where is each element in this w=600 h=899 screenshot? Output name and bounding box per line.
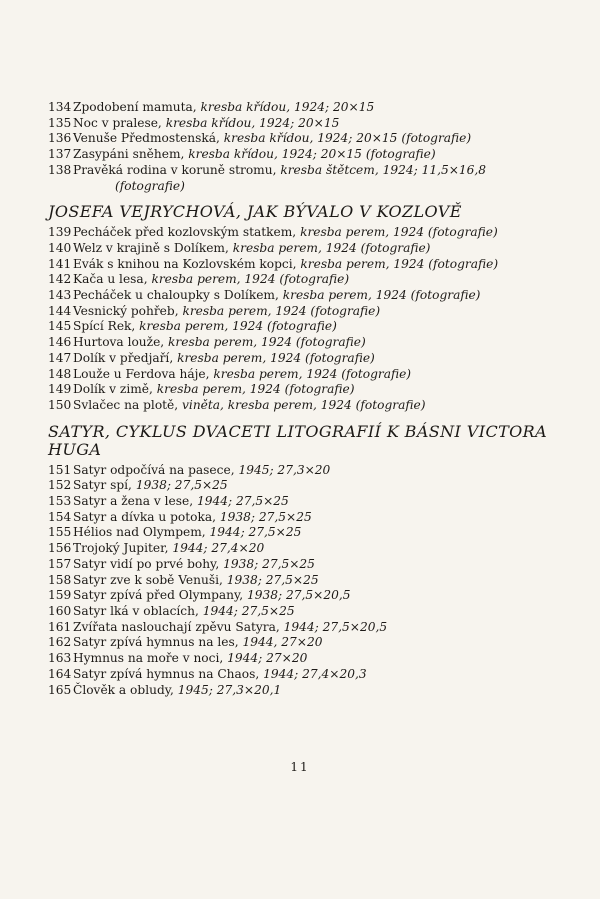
entry-number: 158 — [48, 572, 72, 587]
entry-group-intro — [48, 100, 568, 194]
entry-title: Satyr odpočívá na pasece, — [73, 462, 239, 477]
entry-title: Satyr lká v oblacích, — [73, 603, 203, 618]
entry-group-vejrychova — [48, 225, 568, 413]
entry-title: Hurtova louže, — [73, 335, 169, 350]
entry-text — [73, 604, 568, 620]
entry-number: 135 — [48, 115, 72, 130]
entry-technique: 1944; 27,5×25 — [196, 494, 289, 509]
list-item — [48, 147, 568, 163]
entry-number: 153 — [48, 494, 72, 509]
entry-text — [73, 382, 568, 398]
entry-text — [73, 116, 568, 132]
list-item — [48, 367, 568, 383]
section-heading-vejrychova: JOSEFA VEJRYCHOVÁ, JAK BÝVALO V KOZLOVĚ — [48, 202, 462, 222]
entry-number: 164 — [48, 666, 72, 681]
entry-technique: 1938; 27,5×25 — [135, 478, 228, 493]
entry-text — [73, 651, 568, 667]
list-item — [48, 163, 568, 179]
entry-title: Satyr spí, — [73, 478, 136, 493]
entry-number: 137 — [48, 147, 72, 162]
entry-technique: kresba perem, 1924 (fotografie) — [156, 382, 355, 397]
list-item — [48, 683, 568, 699]
entry-number: 160 — [48, 603, 72, 618]
list-item — [48, 257, 568, 273]
entry-text — [73, 463, 568, 479]
entry-title: Venuše Předmostenská, — [73, 131, 224, 146]
entry-number: 157 — [48, 556, 72, 571]
entry-number: 148 — [48, 366, 72, 381]
entry-number: 152 — [48, 478, 72, 493]
entry-title: Svlačec na plotě, — [73, 397, 183, 412]
list-item — [48, 304, 568, 320]
entry-number: 140 — [48, 240, 72, 255]
entry-technique: kresba perem, 1924 (fotografie) — [282, 288, 481, 303]
entry-number: 143 — [48, 288, 72, 303]
list-item — [48, 241, 568, 257]
list-item — [48, 463, 568, 479]
entry-number: 144 — [48, 303, 72, 318]
entry-text — [73, 683, 568, 699]
entry-title: Satyr a žena v lese, — [73, 494, 197, 509]
entry-number: 165 — [48, 682, 72, 697]
entry-number: 141 — [48, 256, 72, 271]
section-heading-satyr-line1: SATYR, CYKLUS DVACETI LITOGRAFIÍ K BÁSNI VICTORA — [48, 421, 548, 441]
entry-text — [73, 163, 568, 179]
entry-title: Satyr zve k sobě Venuši, — [73, 572, 227, 587]
entry-number: 156 — [48, 541, 72, 556]
entry-text — [73, 635, 568, 651]
entry-title: Welz v krajině s Dolíkem, — [73, 240, 233, 255]
entry-text — [73, 319, 568, 335]
catalog-page — [48, 100, 568, 698]
entry-technique: 1938; 27,5×20,5 — [247, 588, 351, 603]
list-item — [48, 351, 568, 367]
entry-technique: viněta, kresba perem, 1924 (fotografie) — [182, 397, 426, 412]
entry-technique: kresba perem, 1924 (fotografie) — [139, 319, 337, 334]
entry-text — [73, 541, 568, 557]
list-item — [48, 335, 568, 351]
entry-technique: kresba perem, 1924 (fotografie) — [177, 350, 375, 365]
entry-number: 145 — [48, 319, 72, 334]
entry-number: 134 — [48, 100, 72, 114]
entry-title: Pecháček u chaloupky s Dolíkem, — [73, 288, 283, 303]
list-item — [48, 478, 568, 494]
entry-title: Trojoký Jupiter, — [73, 541, 173, 556]
entry-technique: 1944; 27,5×20,5 — [283, 619, 388, 634]
entry-number: 146 — [48, 335, 72, 350]
entry-title: Zpodobení mamuta, — [73, 100, 201, 114]
entry-number: 159 — [48, 588, 72, 603]
list-item — [48, 651, 568, 667]
list-item — [48, 588, 568, 604]
entry-text — [73, 304, 568, 320]
entry-title: Noc v pralese, — [73, 115, 166, 130]
entry-technique: kresba perem, 1924 (fotografie) — [300, 256, 499, 271]
entry-technique: kresba perem, 1924 (fotografie) — [232, 240, 431, 255]
entry-title: Vesnický pohřeb, — [73, 303, 183, 318]
entry-number: 139 — [48, 225, 72, 240]
entry-number: 161 — [48, 619, 72, 634]
entry-text — [73, 557, 568, 573]
entry-title: Pravěká rodina v koruně stromu, — [73, 162, 281, 177]
list-item — [48, 635, 568, 651]
entry-technique: 1945; 27,3×20,1 — [177, 682, 282, 697]
entry-title: Satyr vidí po prvé bohy, — [73, 556, 224, 571]
entry-text — [73, 147, 568, 163]
entry-number: 147 — [48, 350, 72, 365]
entry-number: 154 — [48, 509, 72, 524]
entry-text — [73, 100, 568, 116]
entry-title: Dolík v předjaří, — [73, 350, 178, 365]
list-item — [48, 382, 568, 398]
list-item — [48, 620, 568, 636]
entry-text — [73, 525, 568, 541]
list-item — [48, 398, 568, 414]
entry-technique: kresba křídou, 1924; 20×15 (fotografie) — [188, 147, 436, 162]
entry-title: Kača u lesa, — [73, 272, 152, 287]
entry-title: Hélios nad Olympem, — [73, 525, 210, 540]
entry-title: Pecháček před kozlovským statkem, — [73, 225, 301, 240]
list-item — [48, 319, 568, 335]
entry-title: Satyr a dívka u potoka, — [73, 509, 220, 524]
entry-technique: kresba perem, 1924 (fotografie) — [168, 335, 366, 350]
list-item — [48, 604, 568, 620]
entry-title: Evák s knihou na Kozlovském kopci, — [73, 256, 301, 271]
list-item — [48, 573, 568, 589]
entry-title: Hymnus na moře v noci, — [73, 651, 228, 666]
list-item — [48, 131, 568, 147]
entry-number: 155 — [48, 525, 72, 540]
entry-title: Zvířata naslouchají zpěvu Satyra, — [73, 619, 284, 634]
list-item — [48, 225, 568, 241]
entry-technique: 1944, 27×20 — [242, 635, 323, 650]
list-item — [48, 100, 568, 116]
entry-technique: 1944; 27×20 — [227, 651, 308, 666]
entry-text — [73, 478, 568, 494]
list-item — [48, 557, 568, 573]
entry-technique: 1944; 27,4×20 — [172, 541, 265, 556]
entry-technique: kresba perem, 1924 (fotografie) — [182, 303, 381, 318]
list-item — [48, 510, 568, 526]
entry-technique: 1944; 27,4×20,3 — [263, 666, 367, 681]
list-item — [48, 541, 568, 557]
entry-text — [73, 667, 568, 683]
entry-text — [73, 351, 568, 367]
entry-technique: 1944; 27,5×25 — [209, 525, 302, 540]
entry-title: Spící Rek, — [73, 319, 140, 334]
entry-title: Zasypáni sněhem, — [73, 147, 189, 162]
list-item — [48, 667, 568, 683]
entry-number: 142 — [48, 272, 72, 287]
entry-title: Dolík v zimě, — [73, 382, 157, 397]
list-item — [48, 272, 568, 288]
section-heading-satyr-line2: HUGA — [48, 439, 102, 459]
entry-title: Člověk a obludy, — [73, 682, 178, 697]
entry-technique: kresba perem, 1924 (fotografie) — [151, 272, 350, 287]
entry-group-satyr — [48, 463, 568, 699]
entry-continuation: (fotografie) — [115, 178, 185, 193]
entry-technique: kresba perem, 1924 (fotografie) — [213, 366, 412, 381]
entry-number: 163 — [48, 651, 72, 666]
entry-number: 136 — [48, 131, 72, 146]
entry-technique: kresba štětcem, 1924; 11,5×16,8 — [280, 162, 487, 177]
entry-title: Louže u Ferdova háje, — [73, 366, 214, 381]
section-heading-satyr — [48, 423, 568, 459]
entry-text — [73, 257, 568, 273]
entry-technique: kresba perem, 1924 (fotografie) — [300, 225, 498, 240]
entry-text — [73, 241, 568, 257]
entry-text — [73, 288, 568, 304]
entry-technique: kresba křídou, 1924; 20×15 — [165, 115, 340, 130]
entry-technique: 1944; 27,5×25 — [202, 603, 295, 618]
entry-technique: kresba křídou, 1924; 20×15 — [200, 100, 375, 114]
entry-text — [73, 367, 568, 383]
entry-number: 138 — [48, 162, 72, 177]
entry-technique: 1938; 27,5×25 — [223, 556, 315, 571]
entry-text — [73, 398, 568, 414]
entry-text — [73, 131, 568, 147]
entry-title: Satyr zpívá hymnus na les, — [73, 635, 243, 650]
entry-title: Satyr zpívá hymnus na Chaos, — [73, 666, 264, 681]
entry-text — [73, 335, 568, 351]
entry-text — [73, 225, 568, 241]
list-item — [48, 525, 568, 541]
page-number: 11 — [290, 760, 310, 774]
entry-technique: 1945; 27,3×20 — [238, 462, 331, 477]
entry-text — [73, 588, 568, 604]
entry-number: 162 — [48, 635, 72, 650]
entry-title: Satyr zpívá před Olympany, — [73, 588, 248, 603]
entry-text — [73, 510, 568, 526]
entry-text — [73, 272, 568, 288]
entry-technique: 1938; 27,5×25 — [219, 509, 312, 524]
entry-number: 149 — [48, 382, 72, 397]
entry-number: 151 — [48, 462, 72, 477]
entry-text — [73, 620, 568, 636]
entry-technique: kresba křídou, 1924; 20×15 (fotografie) — [223, 131, 472, 146]
entry-number: 150 — [48, 397, 72, 412]
entry-technique: 1938; 27,5×25 — [226, 572, 319, 587]
entry-text — [73, 573, 568, 589]
entry-text — [73, 494, 568, 510]
list-item — [48, 494, 568, 510]
list-item — [48, 116, 568, 132]
list-item — [48, 288, 568, 304]
